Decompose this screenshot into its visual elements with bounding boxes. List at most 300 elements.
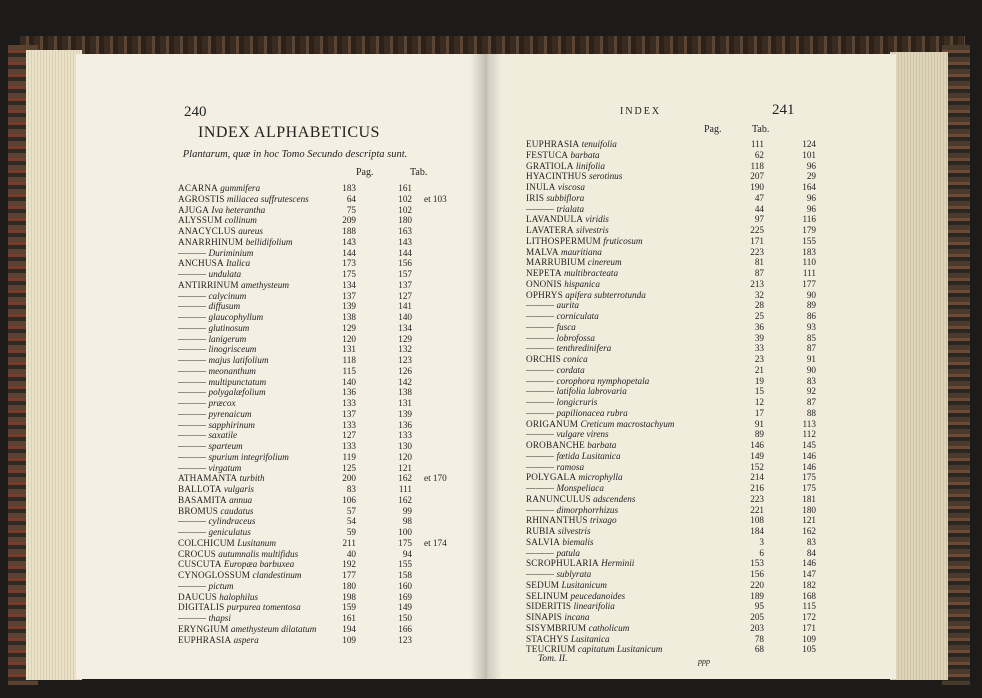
genus-name: ——— [526, 343, 555, 354]
genus-name: BROMUS [178, 505, 219, 516]
page-ref: 134 [342, 279, 356, 290]
plate-ref: 183 [802, 246, 816, 257]
plate-ref: 156 [398, 258, 412, 269]
plate-ref: 115 [802, 601, 816, 612]
genus-name: ——— [526, 483, 555, 493]
species-name: cinereum [587, 257, 622, 268]
page-ref: 188 [342, 226, 356, 236]
index-entry [526, 580, 826, 591]
index-entry [526, 451, 826, 462]
index-entry [526, 494, 826, 505]
index-entry [526, 290, 826, 301]
plate-ref: 132 [398, 344, 412, 355]
species-name: pictum [208, 580, 234, 591]
genus-name: OROBANCHE [526, 440, 585, 450]
index-entry [526, 214, 826, 225]
index-entry [526, 612, 826, 623]
entry-name [178, 527, 251, 538]
plate-ref: 162 [398, 494, 412, 505]
index-entry [178, 495, 478, 506]
index-entry [178, 409, 478, 420]
genus-name: LAVATERA [526, 225, 574, 235]
entry-name [526, 548, 580, 559]
entry-name [526, 462, 584, 473]
species-name: papilionacea rubra [556, 407, 628, 418]
species-name: saxatile [208, 430, 238, 441]
genus-name: ——— [178, 290, 207, 301]
index-entry [178, 538, 478, 549]
plate-ref: 162 [398, 473, 412, 484]
entry-name [178, 248, 253, 259]
entry-name [526, 601, 615, 612]
page-ref: 19 [754, 375, 764, 386]
entry-name [178, 269, 241, 280]
page-ref: 136 [342, 387, 356, 398]
entry-name [526, 451, 621, 462]
species-name: trialata [556, 203, 585, 214]
index-entry [178, 237, 478, 248]
plate-ref: 180 [398, 215, 412, 226]
volume-footer: Tom. II. [538, 654, 568, 664]
page-ref: 32 [754, 289, 764, 300]
index-entry [526, 623, 826, 634]
page-ref: 119 [342, 451, 356, 462]
plate-ref: 88 [806, 407, 816, 418]
page-ref: 200 [342, 473, 356, 484]
species-name: biemalis [562, 536, 594, 547]
species-name: adscendens [593, 493, 636, 504]
entry-name [526, 558, 634, 569]
page-ref: 194 [342, 623, 356, 634]
plate-ref: 149 [398, 602, 412, 613]
genus-name: ORCHIS [526, 354, 561, 364]
entry-name [178, 635, 259, 646]
entry-name [178, 344, 256, 355]
genus-name: ——— [526, 407, 555, 418]
entry-name [526, 612, 589, 623]
entry-name [526, 515, 617, 526]
entry-name [526, 161, 605, 172]
page-number: 240 [184, 104, 207, 120]
species-name: fœtida Lusitanica [556, 450, 621, 461]
page-number: 241 [772, 102, 795, 118]
index-entry [526, 483, 826, 494]
page-ref: 62 [754, 149, 764, 160]
species-name: linogrisceum [208, 344, 257, 355]
page-ref: 211 [342, 537, 356, 548]
entry-name [178, 183, 260, 194]
entry-name [526, 537, 593, 548]
page-ref: 146 [750, 440, 764, 450]
index-entry [178, 323, 478, 334]
index-entry [526, 419, 826, 430]
page-ref: 89 [754, 429, 764, 440]
genus-name: HYACINTHUS [526, 171, 587, 182]
index-entry [526, 376, 826, 387]
page-ref: 149 [750, 450, 764, 461]
page-ref: 209 [342, 215, 356, 226]
plate-ref: 142 [398, 376, 412, 387]
plate-ref-extra: et 170 [424, 473, 447, 484]
entry-name [526, 193, 584, 204]
index-entry [178, 516, 478, 527]
plate-ref: 164 [802, 182, 816, 192]
genus-name: SIDERITIS [526, 601, 572, 612]
index-entry [526, 634, 826, 645]
entry-name [178, 441, 243, 452]
index-entry [526, 247, 826, 258]
plate-ref: 126 [398, 365, 412, 376]
index-entry [178, 506, 478, 517]
index-entry [526, 322, 826, 333]
plate-ref: 105 [802, 644, 816, 655]
genus-name: SCROPHULARIA [526, 558, 599, 569]
index-entry [178, 301, 478, 312]
species-name: trixago [590, 515, 617, 526]
page-ref: 25 [754, 311, 764, 321]
genus-name: ——— [178, 580, 207, 591]
plate-ref: 89 [806, 300, 816, 311]
index-entry [526, 548, 826, 559]
index-entry [526, 569, 826, 580]
page-ref: 143 [342, 236, 356, 247]
index-entry [178, 592, 478, 603]
genus-name: ——— [178, 516, 207, 527]
entry-name [178, 194, 309, 205]
entry-name [526, 257, 622, 268]
species-name: præcox [208, 398, 236, 408]
entry-name [178, 570, 301, 581]
species-name: microphylla [578, 472, 623, 483]
index-entry [526, 139, 826, 150]
plate-ref: 121 [398, 462, 412, 473]
plate-ref-extra: et 103 [424, 193, 447, 204]
genus-name: ——— [178, 269, 207, 279]
page-ref: 127 [342, 430, 356, 441]
page-ref: 109 [342, 634, 356, 645]
index-entry [526, 268, 826, 279]
page-ref: 214 [750, 472, 764, 483]
index-entry [526, 225, 826, 236]
species-name: vulgare virens [556, 429, 609, 440]
entry-name [526, 569, 591, 580]
entry-name [178, 463, 241, 474]
species-name: viridis [585, 214, 609, 225]
species-name: collinum [224, 215, 257, 226]
species-name: linifolia [575, 160, 605, 171]
plate-ref: 29 [806, 171, 816, 182]
plate-ref: 96 [806, 203, 816, 214]
index-entry [526, 204, 826, 215]
genus-name: RUBIA [526, 526, 556, 536]
genus-name: ——— [178, 322, 207, 333]
index-entry [178, 280, 478, 291]
entry-name [178, 581, 233, 592]
entry-name [178, 506, 254, 517]
page-ref: 97 [754, 214, 764, 225]
plate-ref: 146 [802, 450, 816, 461]
genus-name: GRATIOLA [526, 160, 574, 171]
genus-name: EUPHRASIA [526, 139, 580, 149]
page-ref: 192 [342, 559, 356, 570]
species-name: Lusitanum [237, 537, 277, 548]
page-ref: 140 [342, 376, 356, 387]
species-name: Herminii [601, 558, 635, 569]
species-name: halophilus [219, 591, 259, 602]
plate-ref: 177 [802, 278, 816, 289]
entry-name [526, 591, 625, 602]
index-entry [526, 429, 826, 440]
genus-name: ATHAMANTA [178, 473, 238, 484]
page-ref: 59 [346, 527, 356, 537]
page-ref: 173 [342, 258, 356, 269]
species-name: silvestris [557, 526, 591, 536]
plate-ref: 113 [802, 418, 816, 429]
genus-name: ——— [526, 300, 555, 311]
genus-name: ACARNA [178, 183, 218, 193]
entry-name [178, 377, 266, 388]
species-name: pyrenaicum [208, 408, 252, 419]
species-name: caudatus [220, 505, 254, 516]
plate-ref: 171 [802, 622, 816, 633]
entry-name [178, 291, 246, 302]
entry-name [526, 268, 618, 279]
genus-name: LITHOSPERMUM [526, 235, 601, 246]
page-ref: 95 [754, 601, 764, 612]
plate-ref: 181 [802, 493, 816, 504]
entry-name [178, 559, 294, 570]
index-entry [526, 343, 826, 354]
entry-name [178, 516, 255, 527]
page-ref: 44 [754, 203, 764, 214]
entry-name [178, 237, 293, 248]
entry-name [526, 494, 635, 505]
page-ref: 220 [750, 579, 764, 590]
genus-name: ——— [526, 364, 555, 375]
page-ref: 161 [342, 613, 356, 623]
genus-name: ——— [178, 376, 207, 387]
index-entry [526, 644, 826, 655]
species-name: thapsi [208, 613, 231, 623]
entry-name [526, 419, 674, 430]
index-entry [178, 452, 478, 463]
genus-name: ——— [178, 398, 207, 408]
index-entry [178, 366, 478, 377]
plate-ref: 83 [806, 375, 816, 386]
species-name: silvestris [576, 225, 609, 235]
species-name: polygalæfolium [208, 387, 266, 398]
page-edges-left [26, 50, 82, 680]
plate-ref: 111 [398, 484, 412, 494]
genus-name: DIGITALIS [178, 602, 225, 613]
index-entry [178, 484, 478, 495]
page-ref: 118 [342, 355, 356, 365]
plate-ref: 84 [806, 547, 816, 558]
genus-name: ——— [526, 386, 555, 397]
page-ref: 156 [750, 569, 764, 579]
species-name: multipunctatum [208, 376, 267, 387]
entry-name [178, 613, 231, 624]
page-ref: 223 [750, 246, 764, 257]
entry-name [526, 333, 595, 344]
species-name: latifolia labrovaria [556, 386, 627, 397]
entry-name [178, 452, 289, 463]
genus-name: ORIGANUM [526, 418, 579, 429]
index-entry [178, 624, 478, 635]
page-ref: 12 [754, 397, 764, 407]
species-name: diffusum [208, 301, 241, 312]
plate-ref: 146 [802, 461, 816, 472]
page-ref: 15 [754, 386, 764, 397]
entry-name [178, 280, 289, 291]
page-ref: 17 [754, 407, 764, 418]
genus-name: ——— [526, 332, 555, 343]
plate-ref: 179 [802, 225, 816, 235]
index-entry [526, 462, 826, 473]
index-entry [526, 171, 826, 182]
running-head: INDEX [620, 106, 662, 117]
index-entry [178, 344, 478, 355]
species-name: dimorphorrhizus [556, 504, 619, 515]
page-ref: 36 [754, 321, 764, 332]
page-ref: 47 [754, 192, 764, 203]
index-entry [526, 505, 826, 516]
page-ref: 203 [750, 622, 764, 633]
genus-name: SEDUM [526, 579, 560, 590]
entry-name [178, 215, 257, 226]
species-name: cordata [556, 364, 585, 375]
species-name: autumnalis multifidus [218, 548, 299, 559]
species-name: viscosa [557, 182, 585, 192]
plate-ref: 147 [802, 569, 816, 579]
index-entry [178, 441, 478, 452]
index-entry [178, 635, 478, 646]
species-name: gummifera [220, 183, 261, 193]
plate-ref: 169 [398, 591, 412, 602]
species-name: serotinus [589, 171, 623, 182]
entry-name [178, 258, 250, 269]
plate-ref: 93 [806, 321, 816, 332]
plate-ref: 175 [398, 537, 412, 548]
species-name: Lusitanicum [561, 579, 607, 590]
genus-name: ——— [526, 450, 555, 461]
species-name: sublyrata [556, 569, 592, 579]
entry-name [526, 634, 610, 645]
page-ref: 54 [346, 516, 356, 527]
genus-name: TEUCRIUM [526, 644, 576, 655]
species-name: catholicum [588, 622, 630, 633]
index-entry [178, 258, 478, 269]
species-name: majus latifolium [208, 355, 269, 365]
entry-name [178, 334, 246, 345]
entry-name [526, 150, 600, 161]
genus-name: ——— [178, 451, 207, 462]
genus-name: POLYGALA [526, 472, 577, 483]
entry-name [526, 365, 585, 376]
genus-name: ——— [178, 312, 207, 322]
page-ref: 6 [759, 547, 764, 558]
genus-name: ALYSSUM [178, 215, 223, 226]
index-entry [526, 333, 826, 344]
entry-name [526, 429, 609, 440]
genus-name: ——— [178, 527, 207, 537]
entry-name [178, 355, 268, 366]
genus-name: SALVIA [526, 536, 561, 547]
page-ref: 190 [750, 182, 764, 192]
species-name: peucedanoides [570, 590, 626, 601]
entry-name [178, 312, 263, 323]
entry-name [526, 483, 604, 494]
genus-name: FESTUCA [526, 149, 569, 160]
signature-mark: ppp [698, 657, 710, 666]
plate-ref: 123 [398, 355, 412, 365]
entry-name [178, 398, 236, 409]
genus-name: ——— [178, 387, 207, 398]
entry-name [526, 247, 602, 258]
book-cover-top [20, 36, 965, 54]
page-ref: 183 [342, 183, 356, 193]
page-ref: 180 [342, 580, 356, 591]
entry-name [178, 538, 276, 549]
species-name: barbata [587, 440, 617, 450]
genus-name: AGROSTIS [178, 193, 225, 204]
page-ref: 205 [750, 612, 764, 622]
genus-name: AJUGA [178, 204, 210, 215]
genus-name: MARRUBIUM [526, 257, 586, 268]
plate-ref: 98 [402, 516, 412, 527]
column-header-pag: Pag. [704, 124, 722, 135]
plate-ref: 129 [398, 333, 412, 344]
genus-name: ——— [526, 429, 555, 440]
plate-ref: 110 [802, 257, 816, 268]
page-ref: 75 [346, 204, 356, 215]
index-entry [526, 440, 826, 451]
page-ref: 221 [750, 504, 764, 515]
index-entry [178, 613, 478, 624]
plate-ref: 144 [398, 247, 412, 258]
species-name: Duriminium [208, 247, 254, 258]
plate-ref: 94 [402, 548, 412, 559]
genus-name: ——— [178, 301, 207, 312]
page-ref: 23 [754, 354, 764, 364]
left-page [76, 54, 486, 679]
entry-name [526, 279, 600, 290]
index-entry [178, 269, 478, 280]
index-entry [526, 279, 826, 290]
plate-ref: 91 [806, 354, 816, 364]
genus-name: OPHRYS [526, 289, 563, 300]
plate-ref: 96 [806, 160, 816, 171]
index-entry [178, 377, 478, 388]
entry-name [526, 343, 611, 354]
species-name: cylindraceus [208, 516, 256, 527]
index-entry [526, 161, 826, 172]
genus-name: LAVANDULA [526, 214, 584, 225]
genus-name: ——— [178, 355, 207, 365]
page-ref: 28 [754, 300, 764, 311]
page-ref: 216 [750, 483, 764, 493]
page-ref: 57 [346, 505, 356, 516]
species-name: fusca [556, 321, 576, 332]
plate-ref: 160 [398, 580, 412, 591]
species-name: amethysteum dilatatum [230, 623, 317, 634]
genus-name: ——— [526, 375, 555, 386]
species-name: spurium integrifolium [208, 451, 289, 462]
page-ref: 133 [342, 441, 356, 451]
index-entry [178, 473, 478, 484]
genus-name: ——— [526, 504, 555, 515]
index-entry [526, 354, 826, 365]
